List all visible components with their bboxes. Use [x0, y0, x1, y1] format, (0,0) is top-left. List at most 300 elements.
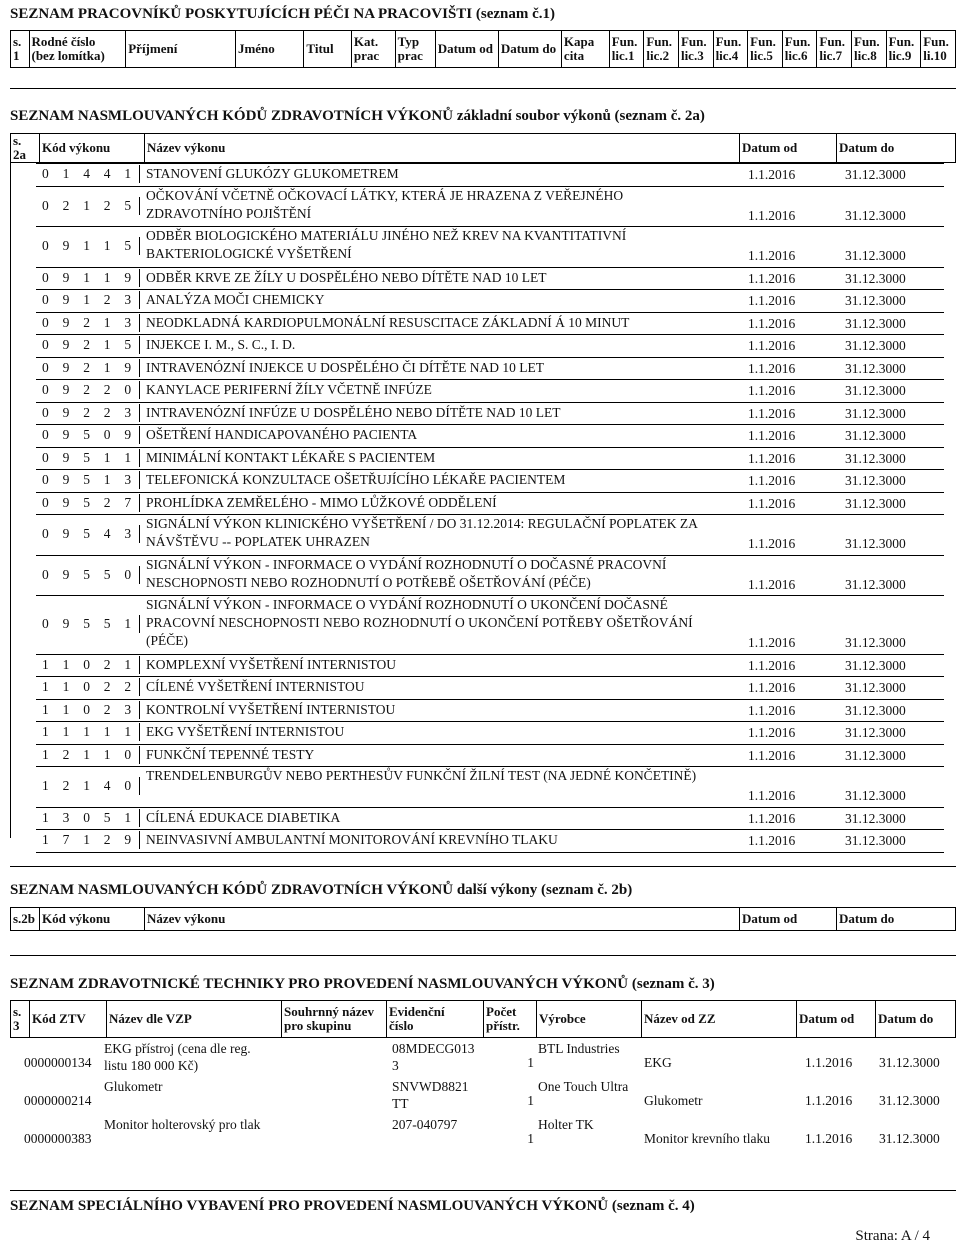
procedure-name: OŠETŘENÍ HANDICAPOVANÉHO PACIENTA	[146, 427, 418, 442]
list2a-row	[36, 267, 956, 289]
procedure-name: EKG VYŠETŘENÍ INTERNISTOU	[146, 724, 345, 739]
list3-row	[10, 1078, 956, 1115]
list3-cell-to: 31.12.3000	[879, 1092, 940, 1108]
procedure-name: SIGNÁLNÍ VÝKON - INFORMACE O VYDÁNÍ ROZHODNUTÍ O UKONČENÍ DOČASNÉ PRACOVNÍ NESCHOPNOSTI NEBO ROZHODNUTÍ O UKONČENÍ POTŘEBY OŠETŘOVÁNÍ (PÉČE)	[146, 597, 693, 648]
code-digit: 3	[118, 291, 140, 309]
procedure-code	[36, 654, 140, 676]
code-digit: 9	[118, 359, 140, 377]
list3-cell-to: 31.12.3000	[879, 1130, 940, 1146]
list1-col-header: Fun. lic.9	[886, 31, 921, 68]
code-digit: 4	[103, 166, 111, 181]
code-digit: 9	[62, 427, 70, 442]
list1-col-header: Titul	[304, 31, 352, 68]
date-from: 1.1.2016	[748, 702, 796, 718]
procedure-code	[36, 267, 140, 289]
code-digit: 1	[42, 724, 49, 739]
list2b-title: SEZNAM NASMLOUVANÝCH KÓDŮ ZDRAVOTNÍCH VÝKONŮ další výkony (seznam č. 2b)	[10, 882, 633, 898]
code-digit: 2	[103, 197, 111, 213]
code-digit: 9	[62, 449, 70, 465]
list1-col-header: Fun. li.10	[921, 31, 956, 68]
code-digit: 2	[103, 832, 111, 847]
code-digit: 1	[83, 746, 90, 762]
list1-col-header: Fun. lic.8	[852, 31, 887, 68]
procedure-name: INTRAVENÓZNÍ INJEKCE U DOSPĚLÉHO ČI DÍTĚTE NAD 10 LET	[146, 359, 544, 375]
date-from: 1.1.2016	[748, 473, 796, 488]
date-to: 31.12.3000	[845, 270, 906, 286]
row-divider	[36, 312, 944, 313]
code-digit: 9	[62, 382, 70, 397]
list2a-title: SEZNAM NASMLOUVANÝCH KÓDŮ ZDRAVOTNÍCH VÝKONŮ základní soubor výkonů (seznam č. 2a)	[10, 108, 705, 124]
code-digit: 1	[83, 269, 90, 285]
col-name-2b: Název výkonu	[145, 908, 740, 931]
date-to: 31.12.3000	[845, 315, 906, 331]
list3-cell-zz: Glukometr	[644, 1092, 703, 1108]
list2a-row	[36, 829, 956, 851]
list3-col-header: Datum do	[876, 1001, 956, 1038]
code-digit: 1	[103, 269, 111, 285]
date-to: 31.12.3000	[845, 248, 906, 263]
procedure-name: NEODKLADNÁ KARDIOPULMONÁLNÍ RESUSCITACE ZÁKLADNÍ Á 10 MINUT	[146, 314, 630, 330]
list1-col-header: Příjmení	[126, 31, 236, 68]
code-digit: 0	[42, 382, 49, 397]
section-rule	[10, 1190, 956, 1191]
list3-cell-count: 1	[527, 1092, 534, 1108]
code-digit: 1	[62, 724, 70, 739]
date-from: 1.1.2016	[748, 810, 796, 826]
list2a-row	[36, 186, 956, 226]
list1-col-header: Typ prac	[395, 31, 435, 68]
code-digit: 3	[118, 701, 140, 719]
procedure-name: INTRAVENÓZNÍ INFÚZE U DOSPĚLÉHO NEBO DÍTĚTE NAD 10 LET	[146, 404, 561, 420]
code-digit: 2	[103, 656, 111, 672]
code-digit: 1	[103, 359, 111, 375]
list2a-row	[36, 699, 956, 721]
date-to: 31.12.3000	[845, 576, 906, 592]
procedure-name: TELEFONICKÁ KONZULTACE OŠETŘUJÍCÍHO LÉKAŘE PACIENTEM	[146, 472, 566, 487]
code-digit: 1	[103, 724, 111, 739]
code-digit: 5	[83, 427, 90, 442]
code-digit: 0	[42, 616, 49, 631]
col-code: Kód výkonu	[40, 134, 145, 163]
code-digit: 2	[83, 314, 90, 330]
code-digit: 1	[103, 472, 111, 487]
code-digit: 0	[42, 494, 49, 510]
code-digit: 1	[42, 809, 49, 825]
list3-cell-to: 31.12.3000	[879, 1054, 940, 1070]
code-digit: 0	[42, 314, 49, 330]
procedure-code	[36, 186, 140, 226]
list2a-row	[36, 402, 956, 424]
code-digit: 0	[42, 526, 49, 541]
code-digit: 9	[62, 292, 70, 307]
procedure-code	[36, 699, 140, 721]
procedure-code	[36, 289, 140, 311]
code-digit: 0	[83, 701, 90, 717]
code-digit: 5	[83, 494, 90, 510]
code-digit: 9	[62, 269, 70, 285]
date-from: 1.1.2016	[748, 536, 796, 551]
code-digit: 2	[103, 494, 111, 510]
procedure-name: FUNKČNÍ TEPENNÉ TESTY	[146, 746, 315, 762]
code-digit: 0	[83, 656, 90, 672]
col-to: Datum do	[837, 134, 956, 163]
section-rule	[10, 88, 956, 89]
date-from: 1.1.2016	[748, 747, 796, 763]
code-digit: 1	[83, 238, 90, 253]
procedure-code	[36, 744, 140, 766]
list3-cell-maker: Holter TK	[538, 1117, 594, 1132]
code-digit: 0	[42, 337, 49, 352]
code-digit: 2	[103, 292, 111, 307]
procedure-code	[36, 766, 140, 806]
date-to: 31.12.3000	[845, 788, 906, 803]
code-digit: 5	[103, 616, 111, 631]
procedure-name: ODBĚR BIOLOGICKÉHO MATERIÁLU JINÉHO NEŽ KREV NA KVANTITATIVNÍ BAKTERIOLOGICKÉ VYŠETŘENÍ	[146, 228, 627, 261]
table-bottom-line	[36, 852, 944, 853]
procedure-code	[36, 492, 140, 514]
code-digit: 3	[118, 525, 140, 543]
date-from: 1.1.2016	[748, 788, 796, 803]
code-digit: 9	[62, 472, 70, 487]
row-divider	[36, 163, 944, 164]
code-digit: 4	[103, 526, 111, 541]
code-digit: 2	[103, 382, 111, 397]
code-digit: 9	[118, 831, 140, 849]
date-from: 1.1.2016	[748, 576, 796, 592]
code-digit: 1	[62, 656, 70, 672]
procedure-code	[36, 676, 140, 698]
code-digit: 2	[103, 701, 111, 717]
code-digit: 0	[42, 566, 49, 582]
list3-cell-evid: SNVWD8821 TT	[392, 1079, 469, 1111]
date-to: 31.12.3000	[845, 167, 906, 182]
date-from: 1.1.2016	[748, 248, 796, 263]
code-digit: 2	[62, 778, 70, 793]
date-to: 31.12.3000	[845, 635, 906, 650]
list2a-row	[36, 721, 956, 743]
date-to: 31.12.3000	[845, 383, 906, 398]
list3-cell-maker: BTL Industries	[538, 1041, 620, 1056]
code-digit: 1	[42, 679, 49, 694]
code-digit: 5	[83, 449, 90, 465]
date-to: 31.12.3000	[845, 473, 906, 488]
date-to: 31.12.3000	[845, 495, 906, 511]
list2a-row	[36, 312, 956, 334]
list3-cell-code: 0000000214	[24, 1092, 92, 1108]
procedure-code	[36, 226, 140, 266]
col-from: Datum od	[740, 134, 837, 163]
page-left-border	[10, 133, 11, 838]
col-name: Název výkonu	[145, 134, 740, 163]
code-digit: 5	[103, 809, 111, 825]
list3-row	[10, 1116, 956, 1153]
code-digit: 1	[103, 449, 111, 465]
procedure-code	[36, 595, 140, 653]
code-digit: 4	[103, 778, 111, 793]
code-digit: 9	[118, 426, 140, 444]
list1-col-header: Kat. prac	[351, 31, 395, 68]
list2a-row	[36, 766, 956, 806]
list1-title: SEZNAM PRACOVNÍKŮ POSKYTUJÍCÍCH PÉČI NA PRACOVIŠTI (seznam č.1)	[10, 6, 556, 22]
code-digit: 2	[83, 404, 90, 420]
code-digit: 5	[103, 566, 111, 582]
section-rule	[10, 866, 956, 867]
list3-col-header: Počet přístr.	[484, 1001, 537, 1038]
procedure-code	[36, 555, 140, 595]
date-from: 1.1.2016	[748, 680, 796, 695]
code-digit: 2	[83, 382, 90, 397]
list2a-row	[36, 807, 956, 829]
list2a-row	[36, 163, 956, 185]
list3-col-header: Název od ZZ	[642, 1001, 797, 1038]
row-divider	[36, 402, 944, 403]
procedure-name: CÍLENÁ EDUKACE DIABETIKA	[146, 809, 341, 825]
row-divider	[36, 744, 944, 745]
date-to: 31.12.3000	[845, 360, 906, 376]
procedure-name: CÍLENÉ VYŠETŘENÍ INTERNISTOU	[146, 679, 365, 694]
procedure-name: ANALÝZA MOČI CHEMICKY	[146, 292, 325, 307]
list1-col-header: Rodné číslo (bez lomítka)	[29, 31, 126, 68]
code-digit: 1	[83, 724, 90, 739]
date-from: 1.1.2016	[748, 833, 796, 848]
code-digit: 0	[83, 679, 90, 694]
date-to: 31.12.3000	[845, 725, 906, 740]
list3-cell-from: 1.1.2016	[805, 1130, 853, 1146]
code-digit: 9	[62, 526, 70, 541]
list1-col-header: Fun. lic.1	[609, 31, 644, 68]
code-digit: 7	[62, 832, 70, 847]
list1-col-header: Fun. lic.3	[678, 31, 713, 68]
list2a-row	[36, 654, 956, 676]
procedure-code	[36, 469, 140, 491]
code-digit: 3	[118, 404, 140, 422]
procedure-name: KOMPLEXNÍ VYŠETŘENÍ INTERNISTOU	[146, 656, 396, 672]
procedure-name: NEINVASIVNÍ AMBULANTNÍ MONITOROVÁNÍ KREVNÍHO TLAKU	[146, 832, 558, 847]
code-digit: 0	[42, 166, 49, 181]
date-from: 1.1.2016	[748, 383, 796, 398]
list3-cell-count: 1	[527, 1130, 534, 1146]
procedure-name: ODBĚR KRVE ZE ŽÍLY U DOSPĚLÉHO NEBO DÍTĚTE NAD 10 LET	[146, 269, 547, 285]
list2a-row	[36, 357, 956, 379]
list2b-header-table	[10, 907, 956, 931]
code-digit: 1	[103, 238, 111, 253]
procedure-name: OČKOVÁNÍ VČETNĚ OČKOVACÍ LÁTKY, KTERÁ JE HRAZENA Z VEŘEJNÉHO ZDRAVOTNÍHO POJIŠTĚNÍ	[146, 187, 624, 221]
code-digit: 1	[62, 166, 70, 181]
row-divider	[36, 379, 944, 380]
list1-col-header: Fun. lic.2	[644, 31, 679, 68]
row-divider	[36, 676, 944, 677]
procedure-code	[36, 424, 140, 446]
code-digit: 1	[103, 337, 111, 352]
procedure-code	[36, 379, 140, 401]
code-digit: 9	[62, 616, 70, 631]
code-digit: 1	[62, 701, 70, 717]
date-from: 1.1.2016	[748, 338, 796, 353]
date-from: 1.1.2016	[748, 428, 796, 443]
code-digit: 0	[42, 427, 49, 442]
code-digit: 0	[42, 197, 49, 213]
list3-cell-code: 0000000383	[24, 1130, 92, 1146]
list2a-row	[36, 676, 956, 698]
list3-cell-name: EKG přístroj (cena dle reg. listu 180 000 Kč)	[104, 1041, 251, 1073]
page-number: Strana: A / 4	[855, 1228, 930, 1244]
code-digit: 2	[62, 746, 70, 762]
code-digit: 1	[42, 701, 49, 717]
list1-col-header: Fun. lic.4	[713, 31, 748, 68]
list1-col-header: Jméno	[235, 31, 303, 68]
code-digit: 1	[42, 746, 49, 762]
code-digit: 1	[118, 656, 140, 674]
list3-cell-maker: One Touch Ultra	[538, 1079, 629, 1094]
code-digit: 1	[103, 746, 111, 762]
procedure-code	[36, 829, 140, 851]
list3-cell-evid: 08MDECG013 3	[392, 1041, 475, 1073]
list2a-row	[36, 469, 956, 491]
procedure-name: TRENDELENBURGŮV NEBO PERTHESŮV FUNKČNÍ ŽILNÍ TEST (NA JEDNÉ KONČETINĚ)	[146, 768, 697, 783]
date-to: 31.12.3000	[845, 536, 906, 551]
code-digit: 1	[83, 832, 90, 847]
row-divider	[36, 424, 944, 425]
list3-col-header: s. 3	[11, 1001, 30, 1038]
code-digit: 5	[83, 616, 90, 631]
code-digit: 0	[118, 746, 140, 764]
list2a-header-table	[10, 133, 956, 163]
list1-col-header: Fun. lic.5	[748, 31, 783, 68]
list3-title: SEZNAM ZDRAVOTNICKÉ TECHNIKY PRO PROVEDENÍ NASMLOUVANÝCH VÝKONŮ (seznam č. 3)	[10, 976, 715, 992]
code-digit: 9	[62, 314, 70, 330]
list2a-row	[36, 744, 956, 766]
date-from: 1.1.2016	[748, 360, 796, 376]
list3-col-header: Evidenční číslo	[387, 1001, 484, 1038]
code-digit: 0	[83, 809, 90, 825]
row-divider	[36, 289, 944, 290]
list3-cell-name: Glukometr	[104, 1079, 163, 1094]
list1-col-header: Fun. lic.6	[782, 31, 817, 68]
procedure-code	[36, 334, 140, 356]
code-digit: 0	[42, 359, 49, 375]
date-from: 1.1.2016	[748, 315, 796, 331]
date-to: 31.12.3000	[845, 428, 906, 443]
list4-title: SEZNAM SPECIÁLNÍHO VYBAVENÍ PRO PROVEDENÍ NASMLOUVANÝCH VÝKONŮ (seznam č. 4)	[10, 1198, 695, 1214]
code-digit: 1	[62, 679, 70, 694]
code-digit: 5	[118, 336, 140, 354]
code-digit: 1	[118, 723, 140, 741]
list2a-row	[36, 514, 956, 554]
col-from-2b: Datum od	[740, 908, 837, 931]
procedure-name: INJEKCE I. M., S. C., I. D.	[146, 337, 296, 352]
procedure-name: KANYLACE PERIFERNÍ ŽÍLY VČETNĚ INFÚZE	[146, 382, 432, 397]
list1-col-header: s. 1	[11, 31, 30, 68]
date-to: 31.12.3000	[845, 657, 906, 673]
procedure-name: PROHLÍDKA ZEMŘELÉHO - MIMO LŮŽKOVÉ ODDĚLENÍ	[146, 494, 497, 510]
code-digit: 2	[83, 359, 90, 375]
procedure-code	[36, 402, 140, 424]
procedure-name: SIGNÁLNÍ VÝKON KLINICKÉHO VYŠETŘENÍ / DO 31.12.2014: REGULAČNÍ POPLATEK ZA NÁVŠTĚVU -- POPLATEK UHRAZEN	[146, 516, 698, 549]
row-divider	[36, 699, 944, 700]
code-digit: 1	[103, 314, 111, 330]
list1-col-header: Datum do	[498, 31, 561, 68]
date-to: 31.12.3000	[845, 680, 906, 695]
date-to: 31.12.3000	[845, 405, 906, 421]
code-digit: 0	[42, 404, 49, 420]
code-digit: 5	[118, 237, 140, 255]
date-to: 31.12.3000	[845, 450, 906, 466]
list3-cell-evid: 207-040797	[392, 1117, 458, 1132]
code-digit: 2	[118, 678, 140, 696]
code-digit: 5	[83, 472, 90, 487]
list2a-row	[36, 555, 956, 595]
code-digit: 1	[118, 165, 140, 183]
list1-col-header: Kapa cita	[561, 31, 609, 68]
list3-cell-from: 1.1.2016	[805, 1054, 853, 1070]
date-to: 31.12.3000	[845, 810, 906, 826]
code-digit: 9	[118, 269, 140, 287]
procedure-name: MINIMÁLNÍ KONTAKT LÉKAŘE S PACIENTEM	[146, 449, 436, 465]
col-s2a: s. 2a	[11, 134, 40, 163]
row-divider	[36, 447, 944, 448]
code-digit: 9	[62, 566, 70, 582]
list1-col-header: Fun. lic.7	[817, 31, 852, 68]
code-digit: 9	[62, 337, 70, 352]
list3-col-header: Kód ZTV	[30, 1001, 107, 1038]
code-digit: 1	[42, 778, 49, 793]
date-to: 31.12.3000	[845, 833, 906, 848]
code-digit: 5	[83, 566, 90, 582]
date-from: 1.1.2016	[748, 405, 796, 421]
procedure-code	[36, 447, 140, 469]
code-digit: 1	[118, 449, 140, 467]
row-divider	[36, 267, 944, 268]
code-digit: 1	[118, 809, 140, 827]
list3-cell-code: 0000000134	[24, 1054, 92, 1070]
date-from: 1.1.2016	[748, 450, 796, 466]
code-digit: 2	[103, 679, 111, 694]
code-digit: 0	[118, 566, 140, 584]
row-divider	[36, 469, 944, 470]
code-digit: 5	[83, 526, 90, 541]
date-to: 31.12.3000	[845, 702, 906, 718]
list2a-row	[36, 595, 956, 653]
code-digit: 5	[118, 197, 140, 215]
code-digit: 3	[62, 809, 70, 825]
procedure-code	[36, 807, 140, 829]
code-digit: 9	[62, 238, 70, 253]
row-divider	[36, 807, 944, 808]
procedure-name: SIGNÁLNÍ VÝKON - INFORMACE O VYDÁNÍ ROZHODNUTÍ O DOČASNÉ PRACOVNÍ NESCHOPNOSTI NEBO ROZHODNUTÍ O POTŘEBĚ OŠETŘOVÁNÍ (PÉČE)	[146, 556, 667, 590]
code-digit: 1	[83, 778, 90, 793]
code-digit: 1	[42, 656, 49, 672]
code-digit: 9	[62, 494, 70, 510]
date-from: 1.1.2016	[748, 657, 796, 673]
code-digit: 9	[62, 404, 70, 420]
procedure-code	[36, 357, 140, 379]
date-from: 1.1.2016	[748, 635, 796, 650]
code-digit: 0	[118, 381, 140, 399]
date-from: 1.1.2016	[748, 495, 796, 511]
code-digit: 0	[42, 472, 49, 487]
date-from: 1.1.2016	[748, 167, 796, 182]
code-digit: 0	[103, 427, 111, 442]
col-to-2b: Datum do	[837, 908, 956, 931]
row-divider	[36, 334, 944, 335]
code-digit: 2	[62, 197, 70, 213]
procedure-code	[36, 514, 140, 554]
list2a-row	[36, 492, 956, 514]
date-to: 31.12.3000	[845, 747, 906, 763]
list2a-row	[36, 379, 956, 401]
list3-col-header: Souhrnný název pro skupinu	[282, 1001, 387, 1038]
procedure-code	[36, 721, 140, 743]
